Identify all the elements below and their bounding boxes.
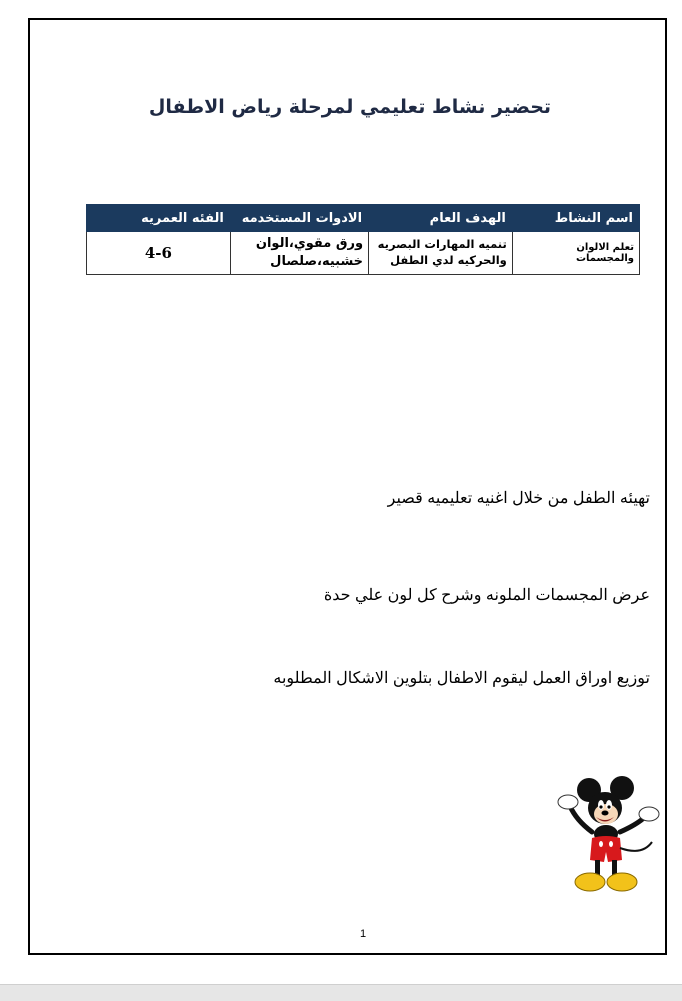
mickey-mouse-illustration bbox=[556, 772, 660, 900]
viewer-bottom-bar bbox=[0, 984, 682, 1001]
cell-activity-name: تعلم الالوان والمجسمات bbox=[512, 232, 639, 275]
header-age-group: الفئه العمريه bbox=[87, 205, 231, 232]
step-2-text: عرض المجسمات الملونه وشرح كل لون علي حدة bbox=[323, 587, 650, 604]
page-title: تحضير نشاط تعليمي لمرحلة رياض الاطفال bbox=[148, 96, 552, 118]
header-general-goal: الهدف العام bbox=[369, 205, 513, 232]
cell-tools-used: ورق مقوي،الوان خشبيه،صلصال bbox=[230, 232, 368, 275]
cell-general-goal: تنميه المهارات البصريه والحركيه لدي الطفل bbox=[369, 232, 513, 275]
table-header-row bbox=[87, 205, 640, 232]
page-number: 1 bbox=[360, 928, 367, 940]
header-activity-name: اسم النشاط bbox=[512, 205, 639, 232]
table-row bbox=[87, 232, 640, 275]
step-3-text: توزيع اوراق العمل ليقوم الاطفال بتلوين الاشكال المطلوبه bbox=[273, 670, 650, 687]
cell-age-group: 4-6 bbox=[87, 232, 231, 275]
header-tools-used: الادوات المستخدمه bbox=[230, 205, 368, 232]
activity-plan-table bbox=[86, 204, 640, 275]
step-1-text: تهيئه الطفل من خلال اغنيه تعليميه قصير bbox=[387, 490, 650, 507]
